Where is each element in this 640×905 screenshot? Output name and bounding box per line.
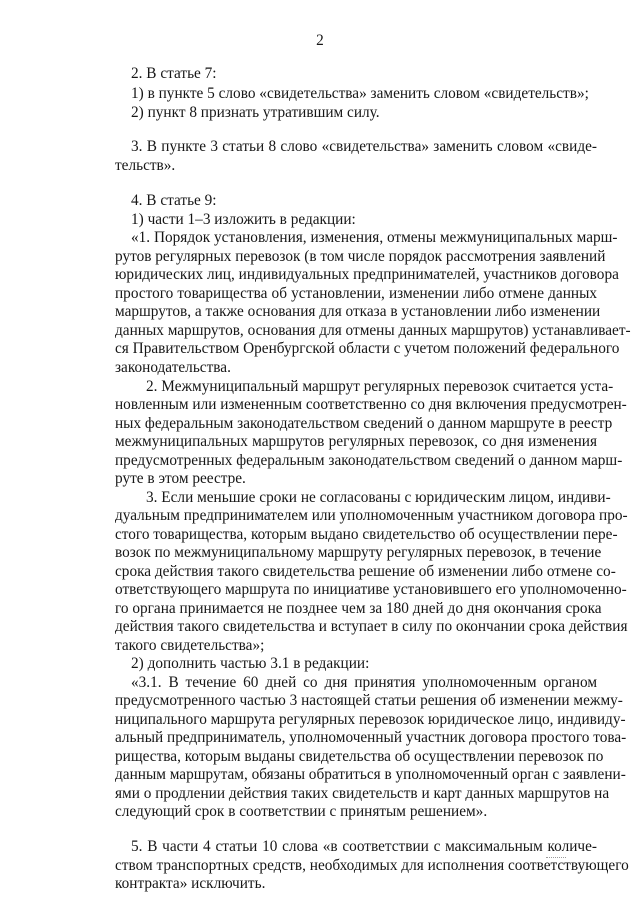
text-line: «1. Порядок установления, изменения, отмены межмуниципальных марш-: [131, 229, 618, 246]
text-line: юридических лиц, индивидуальных предпринимателей, участников договора: [115, 266, 619, 283]
text-line: данных маршрутов, основания для отмены данных маршрутов) устанавливает-: [115, 322, 631, 339]
text-line: предусмотренных федеральным законодательством сведений о данном марш-: [115, 452, 623, 469]
text-line: ями о продлении действия таких свидетельств и карт данных маршрутов на: [115, 785, 610, 802]
text-line: новленным или измененным соответственно со дня включения предусмотрен-: [115, 396, 627, 413]
text-line: простого товарищества об установлении, изменении либо отмене данных: [115, 285, 597, 302]
text-line: ниципального маршрута регулярных перевозок юридическое лицо, индивиду-: [115, 711, 626, 728]
text-line: следующий срок в соответствии с принятым решением».: [115, 803, 488, 820]
text-line: рутов регулярных перевозок (в том числе порядок рассмотрения заявлений: [115, 248, 606, 265]
text-line: ством транспортных средств, необходимых для исполнения соответствующего: [115, 857, 629, 874]
page-number: 2: [316, 32, 324, 49]
text-line: 2. В статье 7:: [131, 65, 217, 82]
text-line: тельств».: [115, 157, 176, 174]
text-line: данным маршрутам, обязаны обратиться в уполномоченный орган с заявлени-: [115, 766, 626, 783]
text-line: 1) части 1–3 изложить в редакции:: [131, 211, 356, 228]
text-line: ся Правительством Оренбургской области с учетом положений федерального: [115, 340, 620, 357]
text-line: 2. Межмуниципальный маршрут регулярных перевозок считается уста-: [146, 378, 614, 395]
text-line: 2) пункт 8 признать утратившим силу.: [131, 104, 380, 121]
text-line: действия такого свидетельства и вступает в силу по окончании срока действия: [115, 618, 628, 635]
text-line: 4. В статье 9:: [131, 192, 217, 209]
text-line: такого свидетельства»;: [115, 637, 265, 654]
text-line: маршрутов, а также основания для отказа в установлении либо изменении: [115, 303, 601, 320]
text-line: срока действия такого свидетельства решение об изменении либо отмене со-: [115, 563, 616, 580]
text-line: руте в этом реестре.: [115, 470, 246, 487]
text-line: рищества, которым выданы свидетельства об осуществлении перевозок по: [115, 748, 604, 765]
text-line: го органа принимается не позднее чем за 180 дней до дня окончания срока: [115, 600, 602, 617]
text-line: контракта» исключить.: [115, 875, 266, 892]
text-line: возок по межмуниципальному маршруту регулярных перевозок, в течение: [115, 544, 602, 561]
text-line: межмуниципальных маршрутов регулярных перевозок, со дня изменения: [115, 433, 597, 450]
text-line: 2) дополнить частью 3.1 в редакции:: [131, 655, 370, 672]
text-line: 5. В части 4 статьи 10 слова «в соответствии с максимальным количе-: [131, 838, 597, 855]
text-line: законодательства.: [115, 359, 231, 376]
text-line: стого товарищества, которым выдано свидетельство об осуществлении пере-: [115, 526, 618, 543]
text-line: ответствующего маршрута по инициативе установившего его уполномоченно-: [115, 581, 627, 598]
text-line: альный предприниматель, уполномоченный участник договора простого това-: [115, 729, 627, 746]
text-line: предусмотренного частью 3 настоящей статьи решения об изменении межму-: [115, 692, 623, 709]
text-line: ных федеральным законодательством сведений о данном маршруте в реестр: [115, 415, 613, 432]
text-line: дуальным предпринимателем или уполномоченным участником договора про-: [115, 507, 628, 524]
text-line: 3. В пункте 3 статьи 8 слово «свидетельства» заменить словом «свиде-: [131, 138, 597, 155]
text-line: 3. Если меньшие сроки не согласованы с юридическим лицом, индиви-: [146, 489, 611, 506]
scan-speck: [546, 857, 566, 860]
text-line: «3.1. В течение 60 дней со дня принятия уполномоченным органом: [131, 674, 597, 691]
text-line: 1) в пункте 5 слово «свидетельства» заменить словом «свидетельств»;: [131, 85, 589, 102]
